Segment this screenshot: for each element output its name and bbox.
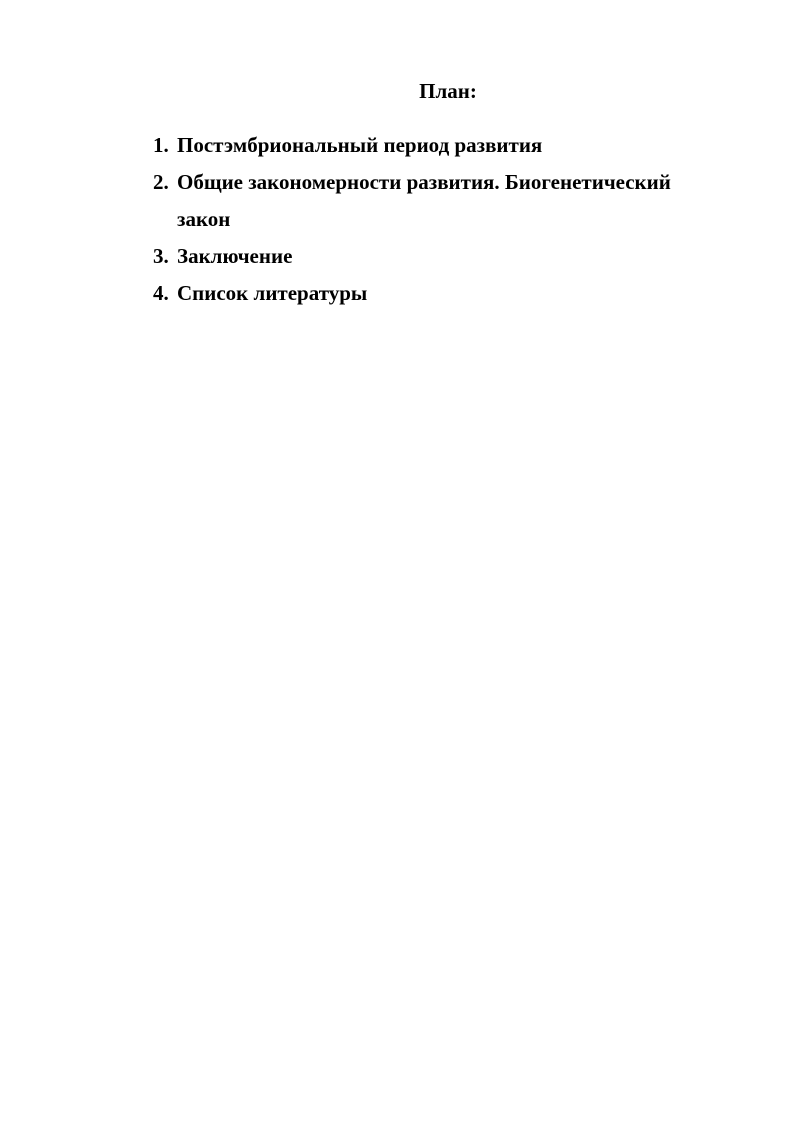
plan-item-4 bbox=[153, 275, 713, 312]
plan-item-2 bbox=[153, 164, 713, 238]
plan-item-number: 2. bbox=[153, 170, 169, 194]
page-title: План: bbox=[419, 79, 477, 103]
plan-item-1 bbox=[153, 127, 713, 164]
plan-item-number: 1. bbox=[153, 133, 169, 157]
plan-item-number: 3. bbox=[153, 244, 169, 268]
plan-list bbox=[153, 127, 713, 312]
plan-item-text: Постэмбриональный период развития bbox=[177, 133, 543, 157]
plan-item-text: Список литературы bbox=[177, 281, 368, 305]
plan-item-number: 4. bbox=[153, 281, 169, 305]
plan-item-text: Заключение bbox=[177, 244, 293, 268]
plan-item-text: Общие закономерности развития. Биогенетический закон bbox=[177, 170, 671, 231]
plan-item-3 bbox=[153, 238, 713, 275]
